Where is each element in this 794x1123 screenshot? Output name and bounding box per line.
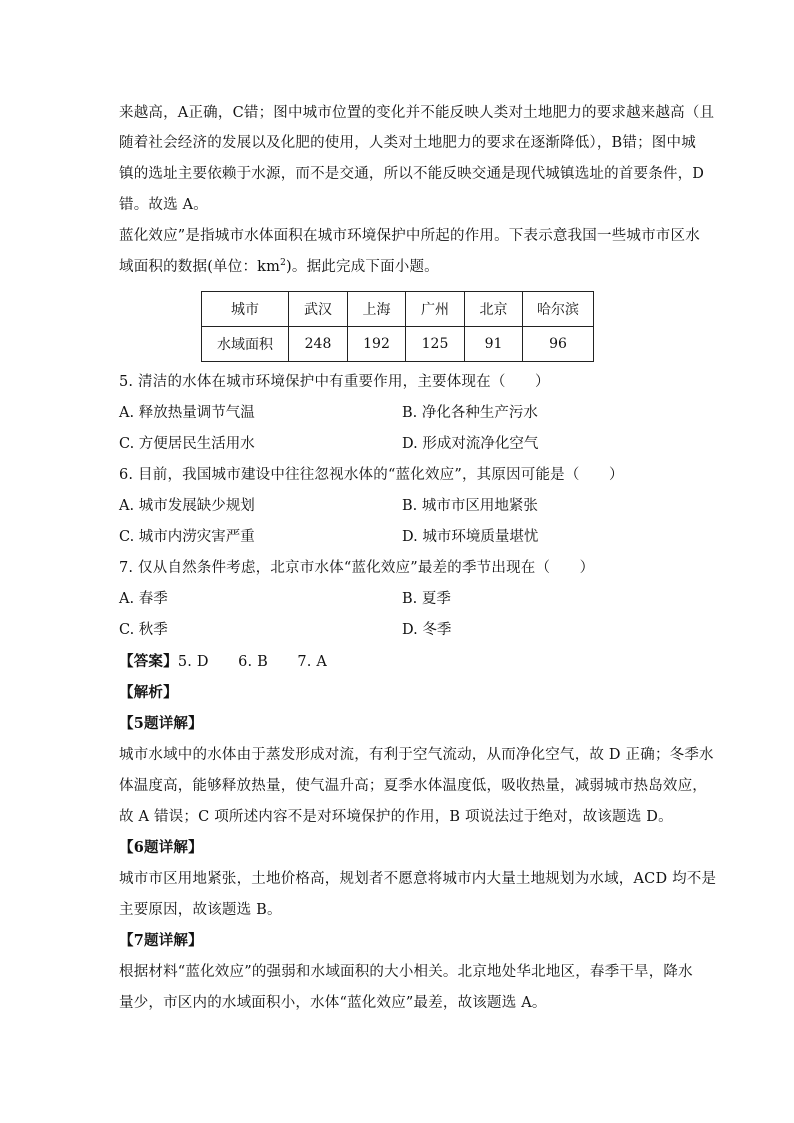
question-stem: 5. 清洁的水体在城市环境保护中有重要作用，主要体现在（ ） — [119, 374, 550, 390]
intro-text: 域面积的数据(单位：km — [119, 259, 281, 275]
table-cell: 125 — [406, 327, 465, 362]
table-cell: 91 — [465, 327, 523, 362]
answer-line — [119, 652, 327, 672]
table-header-row — [202, 292, 594, 327]
table-cell: 上海 — [348, 292, 406, 327]
option-b: B. 夏季 — [402, 591, 451, 607]
option-a: A. 城市发展缺少规划 — [119, 498, 255, 514]
paragraph-line: 镇的选址主要依赖于水源，而不是交通，所以不能反映交通是现代城镇选址的首要条件，D — [119, 166, 705, 182]
detail-title: 【6题详解】 — [119, 839, 203, 856]
paragraph-line: 来越高，A正确，C错；图中城市位置的变化并不能反映人类对土地肥力的要求越来越高（且 — [119, 105, 715, 121]
table-row — [202, 327, 594, 362]
question-stem: 6. 目前，我国城市建设中往往忽视水体的“蓝化效应”，其原因可能是（ ） — [119, 467, 624, 483]
answer-label: 【答案】 — [119, 653, 178, 670]
table-cell: 水域面积 — [202, 327, 289, 362]
table-cell: 哈尔滨 — [523, 292, 594, 327]
answer-text: 5. D 6. B 7. A — [177, 654, 328, 670]
option-b: B. 城市市区用地紧张 — [402, 498, 538, 514]
option-c: C. 方便居民生活用水 — [119, 436, 255, 452]
paragraph-line: 错。故选 A。 — [119, 197, 208, 213]
detail-line: 根据材料“蓝化效应”的强弱和水域面积的大小相关。北京地处华北地区，春季干旱，降水 — [119, 964, 693, 980]
table-cell: 96 — [523, 327, 594, 362]
table-cell: 广州 — [406, 292, 465, 327]
option-d: D. 冬季 — [402, 622, 452, 638]
intro-line — [119, 257, 439, 277]
option-a: A. 释放热量调节气温 — [119, 405, 255, 421]
table-cell: 北京 — [465, 292, 523, 327]
option-c: C. 城市内涝灾害严重 — [119, 529, 255, 545]
detail-line: 主要原因，故该题选 B。 — [119, 902, 282, 918]
option-b: B. 净化各种生产污水 — [402, 405, 538, 421]
option-a: A. 春季 — [119, 591, 168, 607]
analysis-label: 【解析】 — [119, 684, 178, 701]
table-cell: 武汉 — [289, 292, 348, 327]
detail-line: 城市市区用地紧张，土地价格高，规划者不愿意将城市内大量土地规划为水域，ACD 均不是 — [119, 871, 717, 887]
table-cell: 城市 — [202, 292, 289, 327]
intro-line: 蓝化效应”是指城市水体面积在城市环境保护中所起的作用。下表示意我国一些城市市区水 — [119, 228, 700, 244]
intro-text: )。据此完成下面小题。 — [286, 259, 439, 275]
option-d: D. 城市环境质量堪忧 — [402, 529, 539, 545]
table-cell: 192 — [348, 327, 406, 362]
detail-line: 量少，市区内的水域面积小，水体“蓝化效应”最差，故该题选 A。 — [119, 995, 547, 1011]
option-c: C. 秋季 — [119, 622, 168, 638]
paragraph-line: 随着社会经济的发展以及化肥的使用，人类对土地肥力的要求在逐渐降低），B错；图中城 — [119, 135, 696, 151]
detail-line: 城市水域中的水体由于蒸发形成对流，有利于空气流动，从而净化空气，故 D 正确；冬季水 — [119, 747, 714, 763]
detail-line: 体温度高，能够释放热量，使气温升高；夏季水体温度低，吸收热量，减弱城市热岛效应， — [119, 778, 707, 794]
detail-title: 【7题详解】 — [119, 932, 203, 949]
detail-title: 【5题详解】 — [119, 715, 203, 732]
detail-line: 故 A 错误；C 项所述内容不是对环境保护的作用，B 项说法过于绝对，故该题选 D。 — [119, 809, 673, 825]
table-cell: 248 — [289, 327, 348, 362]
unit-superscript: 2 — [280, 258, 287, 269]
option-d: D. 形成对流净化空气 — [402, 436, 539, 452]
water-area-table — [201, 291, 594, 362]
question-stem: 7. 仅从自然条件考虑，北京市水体“蓝化效应”最差的季节出现在（ ） — [119, 560, 595, 576]
